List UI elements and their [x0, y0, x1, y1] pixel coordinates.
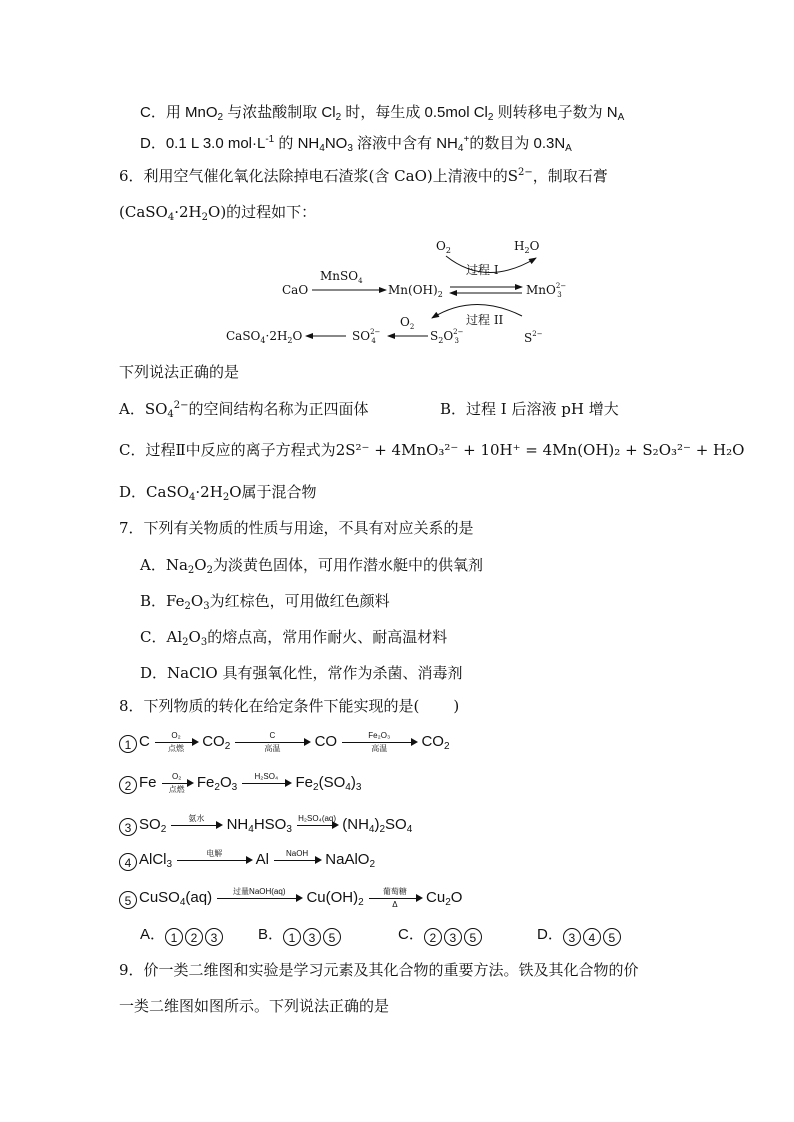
- q8-option-c: C． 2 3 5: [398, 925, 484, 946]
- o2-top-label: $O_2$: [436, 239, 451, 255]
- s2o3-label: $S_2O^{2-}$ 3: [430, 328, 464, 345]
- q6-process-diagram: [224, 236, 567, 352]
- q8-option-a: A． 1 2 3: [140, 925, 225, 946]
- reaction-arrow: O₂ 点燃: [162, 773, 192, 793]
- circled-number: 3: [119, 818, 137, 836]
- q7-option-a: A．$Na_2O_2$为淡黄色固体，可用作潜水艇中的供氧剂: [140, 556, 483, 576]
- reaction-arrow: O₂ 点燃: [155, 732, 197, 752]
- mnoh2-label: $Mn(OH)_2$: [388, 283, 443, 299]
- q6-stem-line1: 6．利用空气催化氧化法除掉电石渣浆(含 CaO)上清液中的$S^{2-}$，制取石膏: [119, 167, 608, 185]
- q8-stem: 8．下列物质的转化在给定条件下能实现的是( ): [119, 697, 460, 715]
- q8-row-5: 5 CuSO$_4$(aq) 过量NaOH(aq) $Cu(OH)_2$ 葡萄糖 Δ $Cu_2O$: [119, 888, 462, 909]
- reaction-arrow: C 高温: [235, 732, 309, 752]
- q7-option-b: B．$Fe_2O_3$为红棕色，可用做红色颜料: [140, 592, 390, 612]
- o2-mid-label: $O_2$: [400, 315, 415, 331]
- q6-option-b: B．过程 I 后溶液 pH 增大: [440, 400, 619, 418]
- circled-number: 5: [119, 891, 137, 909]
- q6-prompt: 下列说法正确的是: [119, 363, 240, 381]
- q6-option-d: D．$CaSO_4\cdot 2H_2O$属于混合物: [119, 483, 317, 503]
- q9-stem-line2: 一类二维图如图所示。下列说法正确的是: [119, 997, 390, 1015]
- reaction-arrow: 过量NaOH(aq): [217, 888, 301, 908]
- q5-option-c: C．用 MnO$_2$ 与浓盐酸制取 $Cl_2$ 时，每生成 0.5mol $Cl_2$ 则转移电子数为 $N_A$: [140, 104, 625, 123]
- q7-stem: 7．下列有关物质的性质与用途，不具有对应关系的是: [119, 519, 474, 537]
- reaction-arrow: 葡萄糖 Δ: [369, 888, 421, 908]
- mno3-label: MnO$^{2-}$ 3: [526, 282, 567, 299]
- q5-option-d: D．0.1 L 3.0 $mol\cdot L^{-1}$ 的 $NH_4NO_3$ 溶液中含有 $NH_4^+$的数目为 $0.3N_A$: [140, 134, 572, 154]
- q6-stem-line2: $(CaSO_4\cdot 2H_2O)$的过程如下：: [119, 203, 317, 223]
- mnso4-label: MnSO$_4$: [320, 269, 363, 285]
- q8-option-d: D． 3 4 5: [537, 925, 623, 946]
- q7-option-d: D．NaClO 具有强氧化性，常作为杀菌、消毒剂: [140, 664, 463, 682]
- reaction-arrow: H₂SO₄(aq): [297, 815, 337, 835]
- q8-row-4: 4 AlCl$_3$ 电解 Al NaOH NaAlO$_2$: [119, 850, 375, 871]
- q8-option-b: B． 1 3 5: [258, 925, 343, 946]
- cao-label: CaO: [282, 283, 309, 297]
- process2-label: 过程 II: [466, 313, 504, 327]
- q8-row-2: 2 Fe O₂ 点燃 $Fe_2O_3$ H₂SO₄ $Fe_2(SO_4)_3$: [119, 773, 361, 794]
- s2-label: $S^{2-}$: [524, 330, 543, 345]
- q6-option-c: C．过程Ⅱ中反应的离子方程式为2S²⁻ + 4MnO₃²⁻ + 10H⁺ = 4Mn(OH)₂ + S₂O₃²⁻ + H₂O: [119, 441, 745, 459]
- reaction-arrow: NaOH: [274, 850, 320, 870]
- process1-label: 过程 I: [466, 263, 499, 277]
- reaction-arrow: H₂SO₄: [242, 773, 290, 793]
- circled-number: 2: [119, 776, 137, 794]
- caso4-label: $CaSO_4\cdot 2H_2O$: [226, 329, 303, 345]
- q6-option-a: A．$SO_4^{2-}$的空间结构名称为正四面体: [119, 400, 369, 420]
- reaction-arrow: 氨水: [171, 815, 221, 835]
- q8-row-3: 3 $SO_2$ 氨水 $NH_4HSO_3$ H₂SO₄(aq) $(NH_4)_2SO_4$: [119, 815, 412, 836]
- q8-row-1: 1 C O₂ 点燃 $CO_2$ C 高温 CO Fe₂O₃ 高温 $CO_2$: [119, 732, 450, 753]
- reaction-arrow: Fe₂O₃ 高温: [342, 732, 416, 752]
- so4-label: $SO^{2-}$ 4: [352, 328, 381, 345]
- q9-stem-line1: 9．价一类二维图和实验是学习元素及其化合物的重要方法。铁及其化合物的价: [119, 961, 639, 979]
- q7-option-c: C．$Al_2O_3$的熔点高，常用作耐火、耐高温材料: [140, 628, 448, 648]
- circled-number: 4: [119, 853, 137, 871]
- reaction-arrow: 电解: [177, 850, 251, 870]
- h2o-label: $H_2O$: [514, 239, 540, 255]
- circled-number: 1: [119, 735, 137, 753]
